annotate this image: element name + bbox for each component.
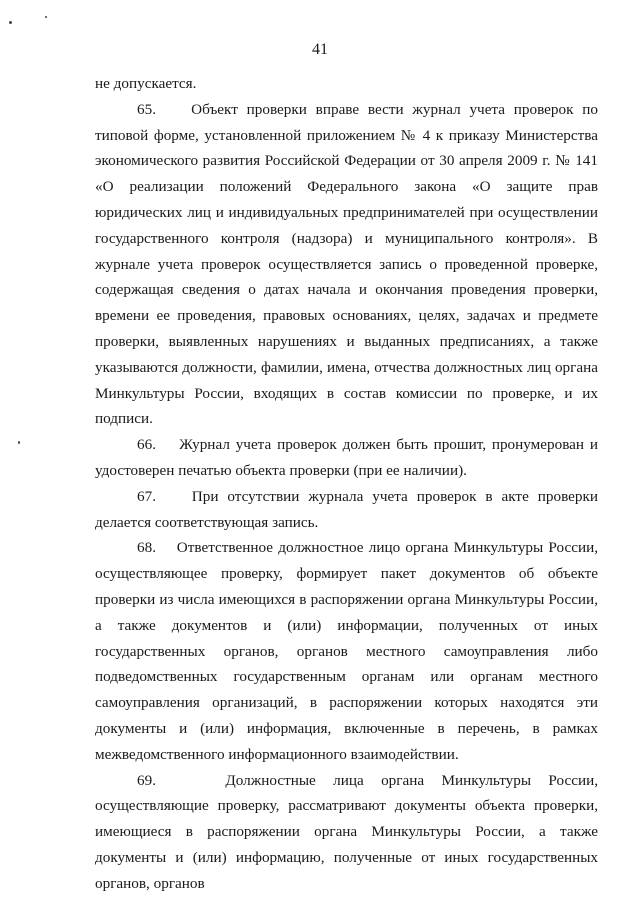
page-number: 41 bbox=[312, 41, 328, 58]
paragraph-68: 68. Ответственное должностное лицо органа Минкультуры России, осуществляющее проверку, формирует пакет документов об объекте проверки из числа имеющихся в распоряжении органа Минкультуры России, а также документов и (или) информации, полученных от иных государственных органов, органов местного самоуправления либо подведомственных государственным органам или органам местного самоуправления организаций, в распоряжении которых находятся эти документы и (или) информация, включенные в перечень, в рамках межведомственного информационного взаимодействии. bbox=[95, 539, 598, 763]
paragraph-66: 66. Журнал учета проверок должен быть прошит, пронумерован и удостоверен печатью объекта проверки (при ее наличии). bbox=[95, 436, 598, 479]
paragraph-65: 65. Объект проверки вправе вести журнал учета проверок по типовой форме, установленной приложением № 4 к приказу Министерства экономического развития Российской Федерации от 30 апреля 2009 г. № 141 «О реализации положений Федерального закона «О защите прав юридических лиц и индивидуальных предпринимателей при осуществлении государственного контроля (надзора) и муниципального контроля». В журнале учета проверок осуществляется запись о проведенной проверке, содержащая сведения о датах начала и окончания проведения проверки, времени ее проведения, правовых основаниях, целях, задачах и предмете проверки, выявленных нарушениях и выданных предписаниях, а также указываются должности, фамилии, имена, отчества должностных лиц органа Минкультуры России, входящих в состав комиссии по проверке, и их подписи. bbox=[95, 100, 598, 428]
paragraph-continuation: не допускается. bbox=[95, 75, 197, 92]
scan-speck bbox=[45, 16, 47, 18]
paragraph-69: 69. Должностные лица органа Минкультуры России, осуществляющие проверку, рассматривают документы объекта проверки, имеющиеся в распоряжении органа Минкультуры России, а также документы и (или) информацию, полученные от иных государственных органов, органов bbox=[95, 771, 598, 892]
document-body bbox=[95, 71, 598, 897]
scan-speck bbox=[9, 21, 12, 24]
paragraph-67: 67. При отсутствии журнала учета проверок в акте проверки делается соответствующая запись. bbox=[95, 487, 598, 531]
scan-speck bbox=[18, 441, 20, 444]
